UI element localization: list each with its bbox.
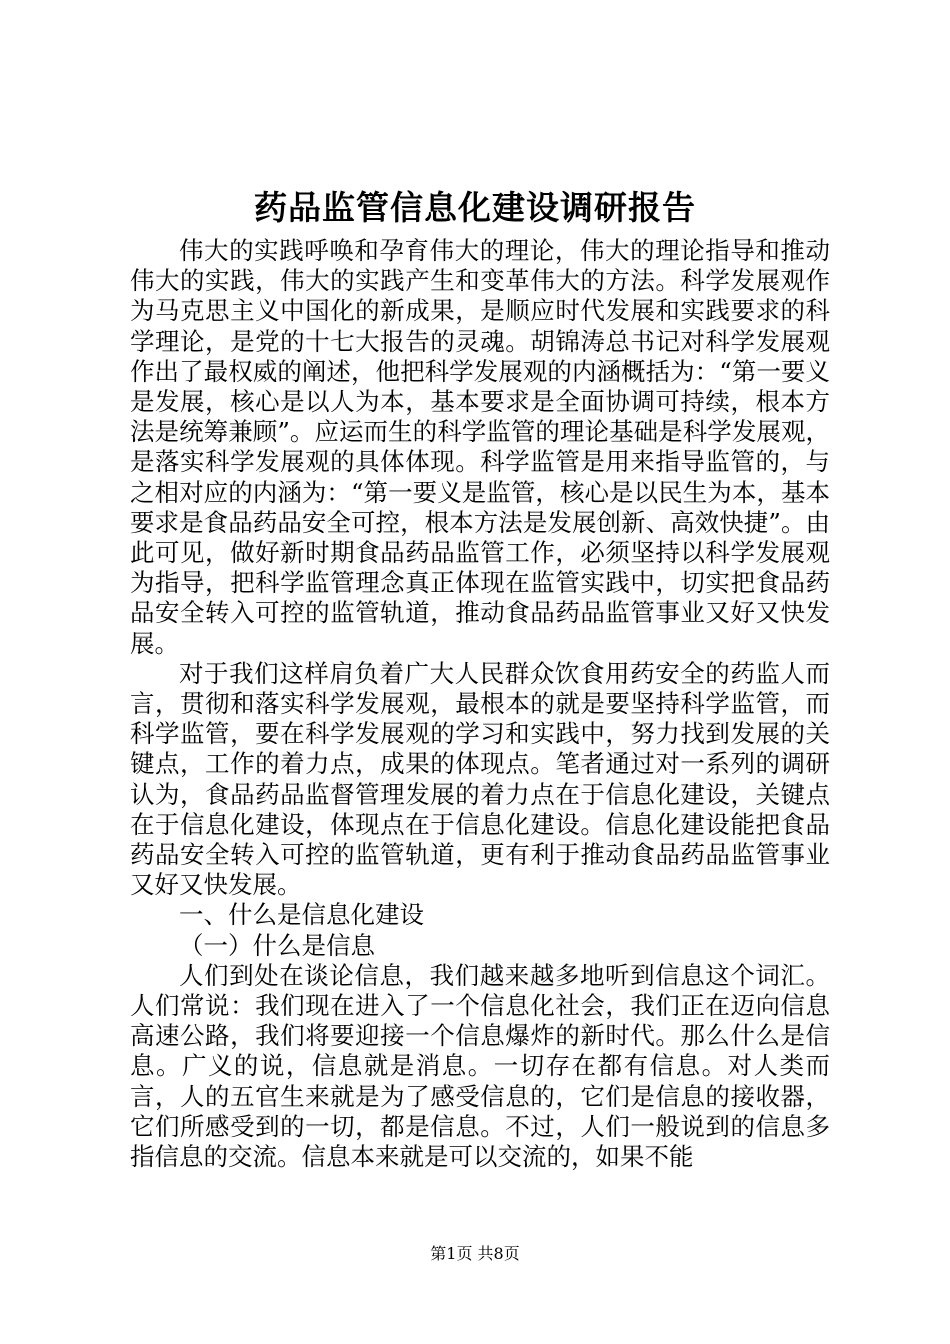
section-heading-1: 一、什么是信息化建设 [179, 900, 424, 930]
document-title: 药品监管信息化建设调研报告 [254, 188, 696, 227]
paragraph-intro: 伟大的实践呼唤和孕育伟大的理论，伟大的理论指导和推动伟大的实践，伟大的实践产生和变革伟大的方法。科学发展观作为马克思主义中国化的新成果，是顺应时代发展和实践要求的科学理论，是党的十七大报告的灵魂。胡锦涛总书记对科学发展观作出了最权威的阐述，他把科学发展观的内涵概括为：“第一要义是发展，核心是以人为本，基本要求是全面协调可持续，根本方法是统筹兼顾”。应运而生的科学监管的理论基础是科学发展观，是落实科学发展观的具体体现。科学监管是用来指导监管的，与之相对应的内涵为：“第一要义是监管，核心是以民生为本，基本要求是食品药品安全可控，根本方法是发展创新、高效快捷”。由此可见，做好新时期食品药品监管工作，必须坚持以科学发展观为指导，把科学监管理念真正体现在监管实践中，切实把食品药品安全转入可控的监管轨道，推动食品药品监管事业又好又快发展。 [130, 236, 830, 658]
paragraph-what-is-information: 人们到处在谈论信息，我们越来越多地听到信息这个词汇。人们常说：我们现在进入了一个信息化社会，我们正在迈向信息高速公路，我们将要迎接一个信息爆炸的新时代。那么什么是信息。广义的说，信息就是消息。一切存在都有信息。对人类而言，人的五官生来就是为了感受信息的，它们是信息的接收器，它们所感受到的一切，都是信息。不过，人们一般说到的信息多指信息的交流。信息本来就是可以交流的，如果不能 [130, 960, 830, 1172]
document-body [130, 236, 830, 1172]
page-footer: 第1页 共8页 [430, 1244, 520, 1263]
subsection-heading-1-1: （一）什么是信息 [179, 930, 375, 960]
paragraph-viewpoint: 对于我们这样肩负着广大人民群众饮食用药安全的药监人而言，贯彻和落实科学发展观，最根本的就是要坚持科学监管，而科学监管，要在科学发展观的学习和实践中，努力找到发展的关键点，工作的着力点，成果的体现点。笔者通过对一系列的调研认为，食品药品监督管理发展的着力点在于信息化建设，关键点在于信息化建设，体现点在于信息化建设。信息化建设能把食品药品安全转入可控的监管轨道，更有利于推动食品药品监管事业又好又快发展。 [130, 658, 830, 900]
